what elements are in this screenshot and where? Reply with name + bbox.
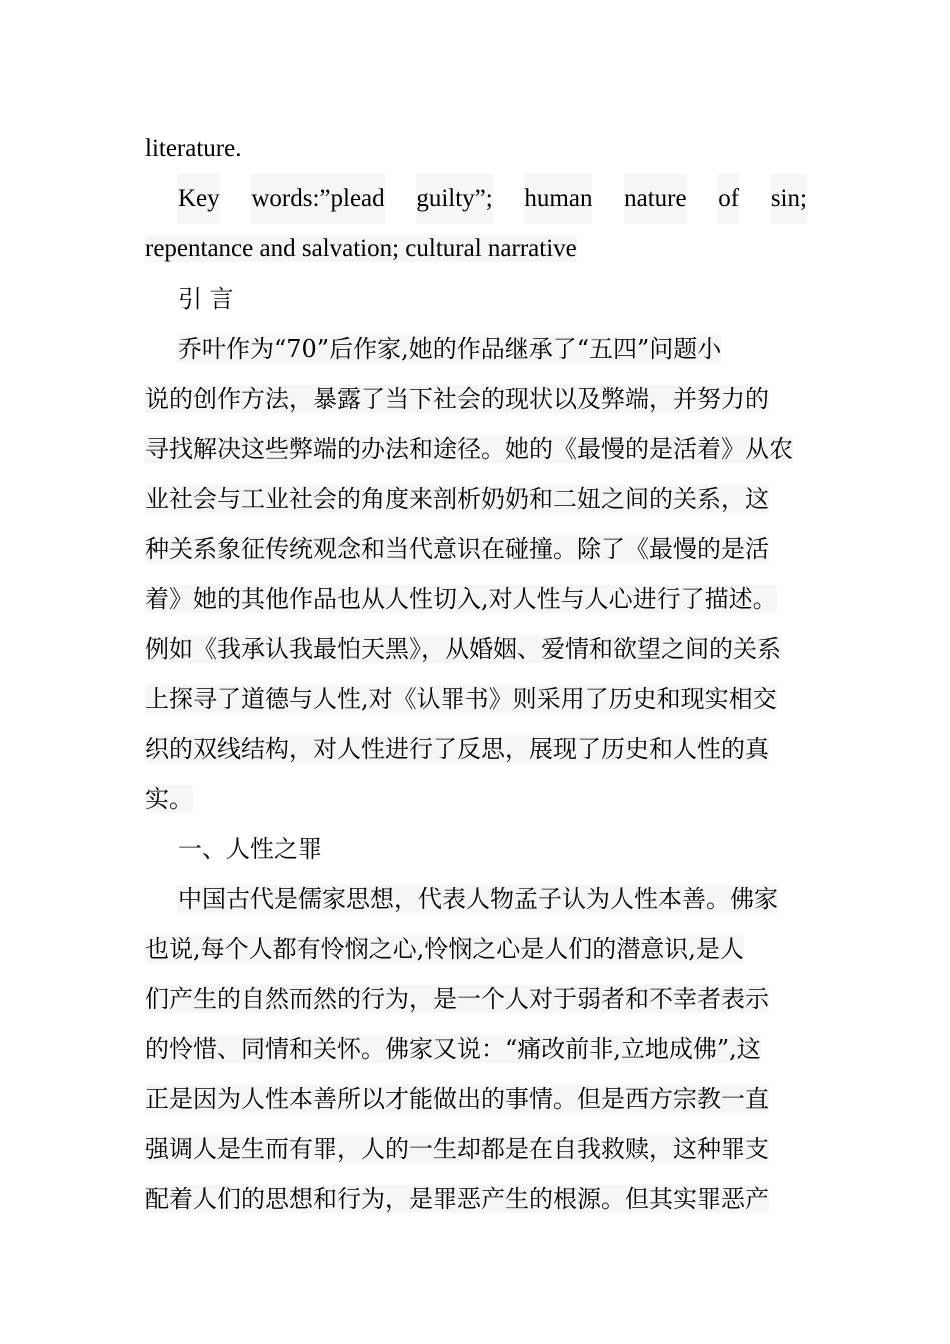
text-line — [145, 724, 807, 774]
line-text: 织的双线结构，对人性进行了反思，展现了历史和人性的真 — [145, 735, 769, 763]
line-text: 着》她的其他作品也从人性切入,对人性与人心进行了描述。 — [145, 585, 777, 613]
text-line — [145, 1174, 807, 1224]
keyword-token: sin; — [771, 174, 807, 224]
text-line — [145, 524, 807, 574]
text-line — [145, 624, 807, 674]
line-text: 强调人是生而有罪，人的一生却都是在自我救赎，这种罪支 — [145, 1135, 769, 1163]
keywords-words — [178, 174, 807, 224]
text-line — [145, 1124, 807, 1174]
line-text: 配着人们的思想和行为，是罪恶产生的根源。但其实罪恶产 — [145, 1185, 769, 1213]
line-text: 说的创作方法，暴露了当下社会的现状以及弊端，并努力的 — [145, 385, 769, 413]
keyword-token: guilty”; — [416, 174, 492, 224]
keyword-token: human — [524, 174, 592, 224]
text-line — [145, 774, 807, 824]
text-line — [145, 324, 807, 374]
keyword-token: words:”plead — [251, 174, 384, 224]
line-text: 寻找解决这些弊端的办法和途径。她的《最慢的是活着》从农 — [145, 435, 793, 463]
text-line — [145, 874, 807, 924]
line-text: 业社会与工业社会的角度来剖析奶奶和二妞之间的关系，这 — [145, 485, 769, 513]
line-text: literature. — [145, 135, 242, 162]
text-line — [145, 1024, 807, 1074]
line-text: 中国古代是儒家思想，代表人物孟子认为人性本善。佛家 — [178, 885, 778, 913]
line-text: 正是因为人性本善所以才能做出的事情。但是西方宗教一直 — [145, 1085, 769, 1113]
keywords-line — [145, 174, 807, 224]
keyword-token: of — [718, 174, 739, 224]
line-text: 也说,每个人都有怜悯之心,怜悯之心是人们的潜意识,是人 — [145, 935, 744, 963]
line-text: 乔叶作为“70”后作家,她的作品继承了“五四”问题小 — [178, 335, 722, 363]
text-line — [145, 424, 807, 474]
line-text: 种关系象征传统观念和当代意识在碰撞。除了《最慢的是活 — [145, 535, 769, 563]
text-line — [145, 924, 807, 974]
keyword-token: nature — [624, 174, 686, 224]
text-line — [145, 974, 807, 1024]
text-line — [145, 674, 807, 724]
document-body — [145, 124, 807, 1224]
line-text: 上探寻了道德与人性,对《认罪书》则采用了历史和现实相交 — [145, 685, 777, 713]
text-line — [145, 474, 807, 524]
text-line — [145, 1074, 807, 1124]
keyword-token: Key — [178, 174, 220, 224]
section-heading — [145, 824, 807, 874]
line-text: 引 言 — [178, 285, 234, 313]
line-text: 实。 — [145, 785, 193, 813]
line-text: 例如《我承认我最怕天黑》，从婚姻、爱情和欲望之间的关系 — [145, 635, 781, 663]
text-line — [145, 574, 807, 624]
text-line — [145, 374, 807, 424]
text-line — [145, 224, 807, 274]
line-text: repentance and salvation; cultural narrative — [145, 235, 577, 262]
section-heading — [145, 274, 807, 324]
line-text: 一、人性之罪 — [178, 835, 322, 863]
line-text: 的怜惜、同情和关怀。佛家又说：“痛改前非,立地成佛”,这 — [145, 1035, 761, 1063]
text-line — [145, 124, 807, 174]
line-text: 们产生的自然而然的行为，是一个人对于弱者和不幸者表示 — [145, 985, 769, 1013]
